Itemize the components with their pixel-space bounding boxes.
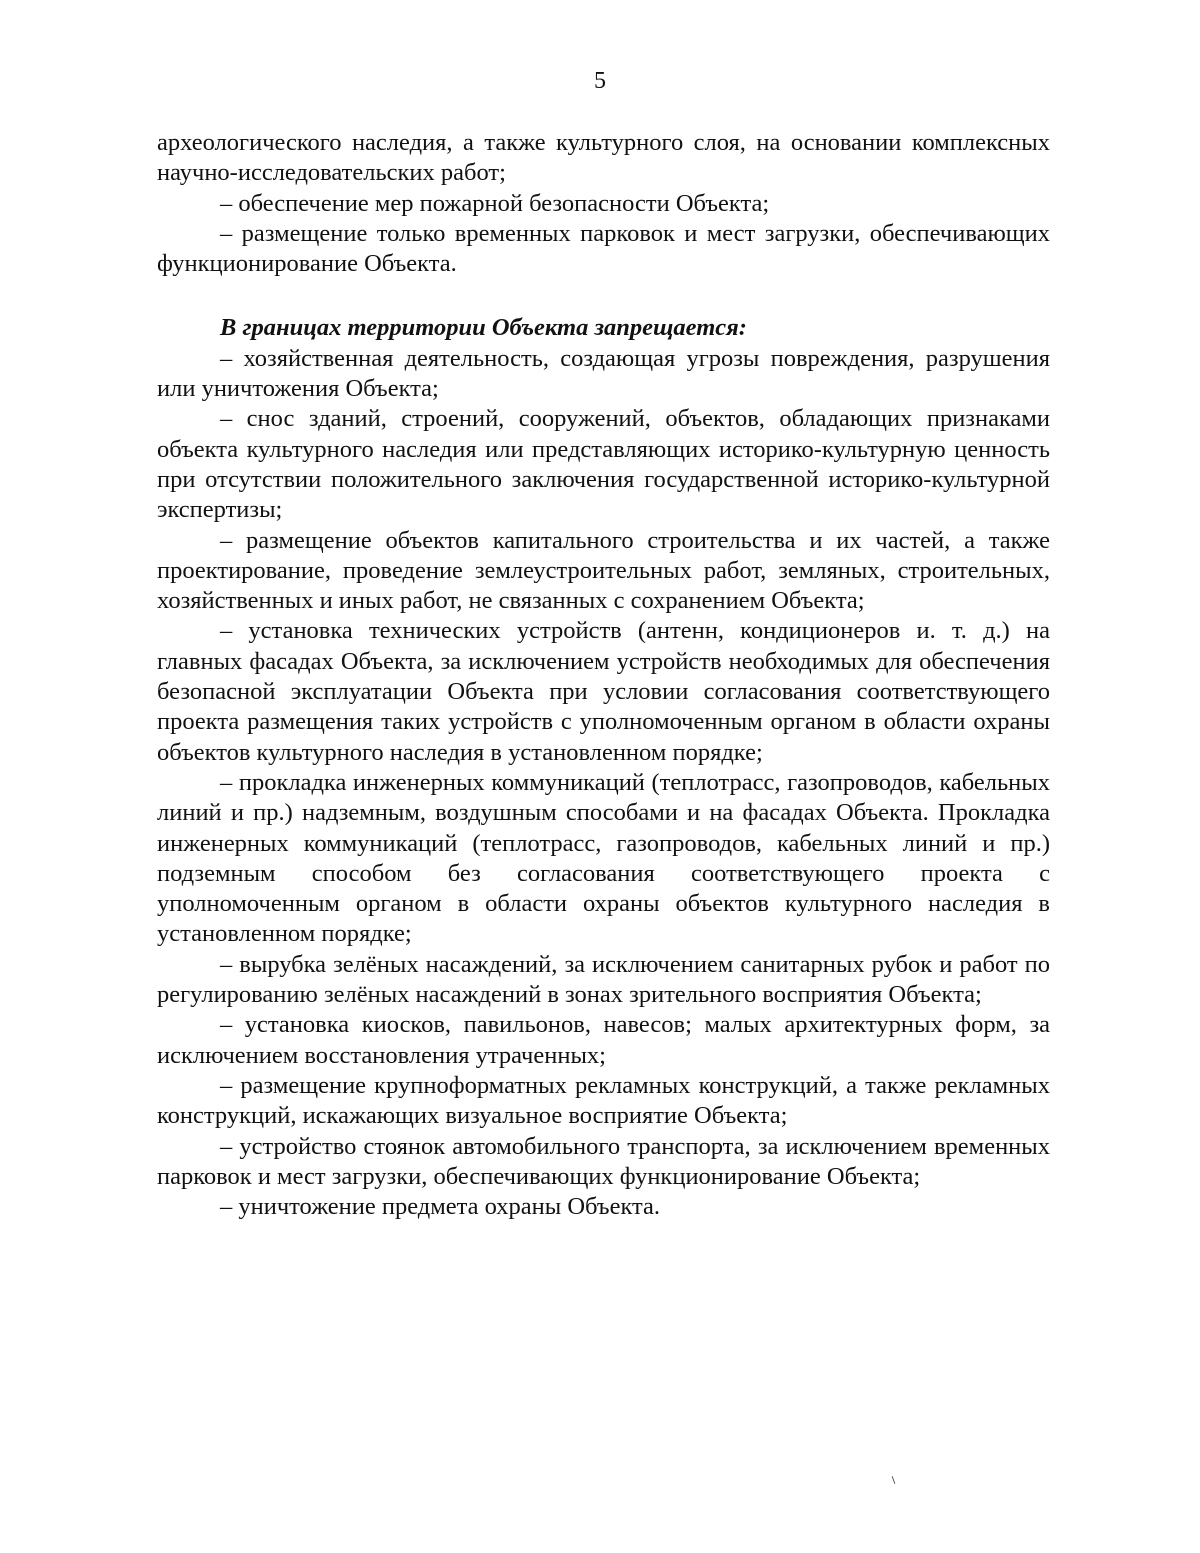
prohibited-item: – установка киосков, павильонов, навесов; малых архитектурных форм, за исключением восстановления утраченных; xyxy=(157,1011,1050,1069)
paragraph-temporary-parking: – размещение только временных парковок и мест загрузки, обеспечивающих функционирование Объекта. xyxy=(157,219,1050,278)
prohibited-item: – устройство стоянок автомобильного транспорта, за исключением временных парковок и мест загрузки, обеспечивающих функционирование Объекта; xyxy=(157,1132,1050,1190)
prohibited-item: – снос зданий, строений, сооружений, объектов, обладающих признаками объекта культурного наследия или представляющих историко-культурную ценность при отсутствии положительного заключения государственной историко-культурной экспертизы; xyxy=(157,405,1050,524)
scan-artifact-mark xyxy=(892,1476,896,1484)
prohibited-item: – прокладка инженерных коммуникаций (теплотрасс, газопроводов, кабельных линий и пр.) надземным, воздушным способами и на фасадах Объекта. Прокладка инженерных коммуникаций (теплотрасс, газопроводов, кабельных линий и пр.) подземным способом без согласования соответствующего проекта с уполномоченным органом в области охраны объектов культурного наследия в установленном порядке; xyxy=(157,768,1050,948)
section-heading-prohibited: В границах территории Объекта запрещается: xyxy=(220,314,747,342)
prohibited-item: – размещение крупноформатных рекламных конструкций, а также рекламных конструкций, искажающих визуальное восприятие Объекта; xyxy=(157,1071,1050,1130)
prohibited-item: – уничтожение предмета охраны Объекта. xyxy=(220,1193,661,1221)
page-number: 5 xyxy=(594,68,606,94)
document-body xyxy=(157,128,1050,1222)
prohibited-item: – хозяйственная деятельность, создающая угрозы повреждения, разрушения или уничтожения Объекта; xyxy=(157,344,1050,403)
paragraph-fire-safety: – обеспечение мер пожарной безопасности Объекта; xyxy=(220,189,770,217)
prohibited-item: – размещение объектов капитального строительства и их частей, а также проектирование, проведение землеустроительных работ, земляных, строительных, хозяйственных и иных работ, не связанных с сохранением Объекта; xyxy=(157,526,1050,615)
prohibited-item: – установка технических устройств (антенн, кондиционеров и. т. д.) на главных фасадах Объекта, за исключением устройств необходимых для обеспечения безопасной эксплуатации Объекта при условии согласования соответствующего проекта размещения таких устройств с уполномоченным органом в области охраны объектов культурного наследия в установленном порядке; xyxy=(157,617,1050,766)
paragraph-continuation: археологического наследия, а также культурного слоя, на основании комплексных научно-исследовательских работ; xyxy=(157,129,1050,187)
prohibited-item: – вырубка зелёных насаждений, за исключением санитарных рубок и работ по регулированию зелёных насаждений в зонах зрительного восприятия Объекта; xyxy=(157,950,1050,1009)
